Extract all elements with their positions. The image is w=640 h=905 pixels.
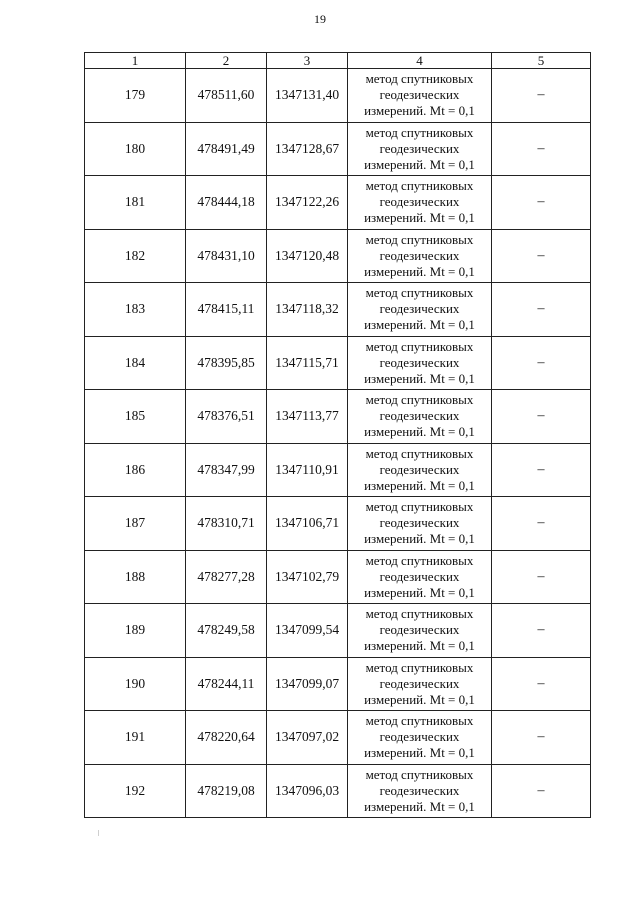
y-coordinate-cell: 1347118,32 xyxy=(267,283,348,337)
table-row xyxy=(85,443,591,497)
method-cell: метод спутниковых геодезических измерений. Mt = 0,1 xyxy=(348,550,492,604)
note-cell: – xyxy=(492,122,591,176)
point-number-cell: 179 xyxy=(85,69,186,123)
note-cell: – xyxy=(492,497,591,551)
point-number-cell: 180 xyxy=(85,122,186,176)
point-number-cell: 183 xyxy=(85,283,186,337)
method-cell: метод спутниковых геодезических измерений. Mt = 0,1 xyxy=(348,229,492,283)
method-cell: метод спутниковых геодезических измерений. Mt = 0,1 xyxy=(348,283,492,337)
table-row xyxy=(85,122,591,176)
table-body xyxy=(85,69,591,818)
y-coordinate-cell: 1347113,77 xyxy=(267,390,348,444)
x-coordinate-cell: 478249,58 xyxy=(186,604,267,658)
x-coordinate-cell: 478511,60 xyxy=(186,69,267,123)
point-number-cell: 181 xyxy=(85,176,186,230)
x-coordinate-cell: 478444,18 xyxy=(186,176,267,230)
point-number-cell: 189 xyxy=(85,604,186,658)
y-coordinate-cell: 1347115,71 xyxy=(267,336,348,390)
table-row xyxy=(85,657,591,711)
point-number-cell: 185 xyxy=(85,390,186,444)
column-header-y: 3 xyxy=(267,53,348,69)
table-row xyxy=(85,176,591,230)
y-coordinate-cell: 1347096,03 xyxy=(267,764,348,818)
table-row xyxy=(85,497,591,551)
column-header-note: 5 xyxy=(492,53,591,69)
table-row xyxy=(85,336,591,390)
y-coordinate-cell: 1347099,54 xyxy=(267,604,348,658)
note-cell: – xyxy=(492,550,591,604)
method-cell: метод спутниковых геодезических измерений. Mt = 0,1 xyxy=(348,657,492,711)
column-header-point-number: 1 xyxy=(85,53,186,69)
x-coordinate-cell: 478277,28 xyxy=(186,550,267,604)
y-coordinate-cell: 1347102,79 xyxy=(267,550,348,604)
point-number-cell: 184 xyxy=(85,336,186,390)
x-coordinate-cell: 478376,51 xyxy=(186,390,267,444)
method-cell: метод спутниковых геодезических измерений. Mt = 0,1 xyxy=(348,122,492,176)
note-cell: – xyxy=(492,764,591,818)
method-cell: метод спутниковых геодезических измерений. Mt = 0,1 xyxy=(348,764,492,818)
method-cell: метод спутниковых геодезических измерений. Mt = 0,1 xyxy=(348,176,492,230)
y-coordinate-cell: 1347122,26 xyxy=(267,176,348,230)
note-cell: – xyxy=(492,390,591,444)
y-coordinate-cell: 1347131,40 xyxy=(267,69,348,123)
note-cell: – xyxy=(492,711,591,765)
table-row xyxy=(85,229,591,283)
note-cell: – xyxy=(492,336,591,390)
table-row xyxy=(85,69,591,123)
method-cell: метод спутниковых геодезических измерений. Mt = 0,1 xyxy=(348,390,492,444)
table-row xyxy=(85,283,591,337)
x-coordinate-cell: 478491,49 xyxy=(186,122,267,176)
note-cell: – xyxy=(492,443,591,497)
table-header-row xyxy=(85,53,591,69)
y-coordinate-cell: 1347106,71 xyxy=(267,497,348,551)
note-cell: – xyxy=(492,69,591,123)
x-coordinate-cell: 478431,10 xyxy=(186,229,267,283)
point-number-cell: 192 xyxy=(85,764,186,818)
point-number-cell: 190 xyxy=(85,657,186,711)
page-number: 19 xyxy=(314,12,326,26)
note-cell: – xyxy=(492,604,591,658)
note-cell: – xyxy=(492,283,591,337)
method-cell: метод спутниковых геодезических измерений. Mt = 0,1 xyxy=(348,336,492,390)
point-number-cell: 191 xyxy=(85,711,186,765)
column-header-method: 4 xyxy=(348,53,492,69)
x-coordinate-cell: 478395,85 xyxy=(186,336,267,390)
y-coordinate-cell: 1347110,91 xyxy=(267,443,348,497)
x-coordinate-cell: 478219,08 xyxy=(186,764,267,818)
y-coordinate-cell: 1347120,48 xyxy=(267,229,348,283)
point-number-cell: 187 xyxy=(85,497,186,551)
table-row xyxy=(85,764,591,818)
y-coordinate-cell: 1347097,02 xyxy=(267,711,348,765)
note-cell: – xyxy=(492,176,591,230)
method-cell: метод спутниковых геодезических измерений. Mt = 0,1 xyxy=(348,69,492,123)
note-cell: – xyxy=(492,657,591,711)
x-coordinate-cell: 478415,11 xyxy=(186,283,267,337)
method-cell: метод спутниковых геодезических измерений. Mt = 0,1 xyxy=(348,711,492,765)
coordinates-table xyxy=(84,52,591,818)
table-row xyxy=(85,604,591,658)
method-cell: метод спутниковых геодезических измерений. Mt = 0,1 xyxy=(348,443,492,497)
table-row xyxy=(85,550,591,604)
column-header-x: 2 xyxy=(186,53,267,69)
table-row xyxy=(85,390,591,444)
point-number-cell: 186 xyxy=(85,443,186,497)
x-coordinate-cell: 478310,71 xyxy=(186,497,267,551)
x-coordinate-cell: 478220,64 xyxy=(186,711,267,765)
point-number-cell: 182 xyxy=(85,229,186,283)
method-cell: метод спутниковых геодезических измерений. Mt = 0,1 xyxy=(348,497,492,551)
point-number-cell: 188 xyxy=(85,550,186,604)
y-coordinate-cell: 1347099,07 xyxy=(267,657,348,711)
y-coordinate-cell: 1347128,67 xyxy=(267,122,348,176)
scan-mark xyxy=(98,830,99,836)
x-coordinate-cell: 478347,99 xyxy=(186,443,267,497)
note-cell: – xyxy=(492,229,591,283)
method-cell: метод спутниковых геодезических измерений. Mt = 0,1 xyxy=(348,604,492,658)
table-row xyxy=(85,711,591,765)
x-coordinate-cell: 478244,11 xyxy=(186,657,267,711)
